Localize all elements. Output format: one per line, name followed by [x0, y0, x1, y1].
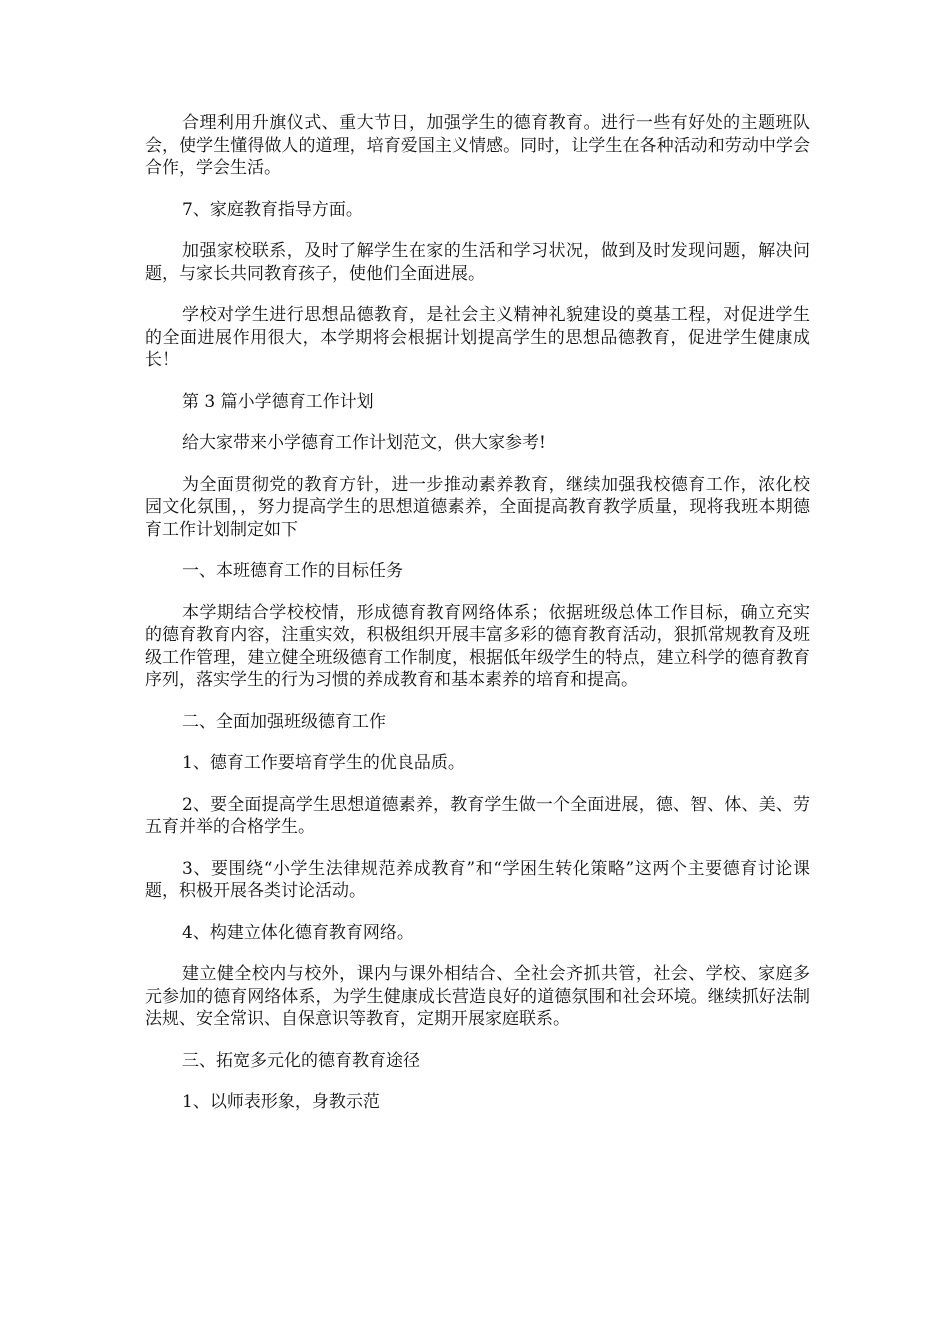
list-item-2: 2、要全面提高学生思想道德素养，教育学生做一个全面进展，德、智、体、美、劳五育并举的合格学生。	[145, 794, 810, 837]
heading-approaches: 三、拓宽多元化的德育教育途径	[182, 1050, 420, 1071]
list-item-teacher-example: 1、以师表形象，身教示范	[182, 1092, 380, 1112]
heading-family-guidance: 7、家庭教育指导方面。	[182, 199, 363, 220]
list-item-4: 4、构建立体化德育教育网络。	[182, 922, 414, 943]
list-item-1: 1、德育工作要培育学生的优良品质。	[182, 753, 465, 773]
paragraph-purpose: 为全面贯彻党的教育方针，进一步推动素养教育，继续加强我校德育工作，浓化校园文化氛围，，努力提高学生的思想道德素养，全面提高教育教学质量，现将我班本期德育工作计划制定如下	[145, 474, 810, 540]
paragraph-activities: 合理利用升旗仪式、重大节日，加强学生的德育教育。进行一些有好处的主题班队会，使学生懂得做人的道理，培育爱国主义情感。同时，让学生在各种活动和劳动中学会合作，学会生活。	[145, 113, 810, 178]
heading-strengthen: 二、全面加强班级德育工作	[182, 711, 386, 732]
list-item-3: 3、要围绕“小学生法律规范养成教育”和“学困生转化策略”这两个主要德育讨论课题，积极开展各类讨论活动。	[145, 858, 810, 901]
paragraph-intro: 给大家带来小学德育工作计划范文，供大家参考!	[182, 433, 546, 453]
section-title-part3: 第 3 篇小学德育工作计划	[182, 391, 374, 412]
paragraph-network: 建立健全校内与校外，课内与课外相结合、全社会齐抓共管，社会、学校、家庭多元参加的德育网络体系，为学生健康成长营造良好的道德氛围和社会环境。继续抓好法制法规、安全常识、自保意识等教育，定期开展家庭联系。	[145, 964, 810, 1029]
paragraph-conclusion: 学校对学生进行思想品德教育，是社会主义精神礼貌建设的奠基工程，对促进学生的全面进展作用很大，本学期将会根据计划提高学生的思想品德教育，促进学生健康成长！	[145, 305, 810, 370]
heading-goals: 一、本班德育工作的目标任务	[182, 561, 403, 581]
paragraph-home-school: 加强家校联系，及时了解学生在家的生活和学习状况，做到及时发现问题，解决问题，与家长共同教育孩子，使他们全面进展。	[145, 241, 810, 284]
document-body	[145, 112, 810, 1133]
paragraph-goals: 本学期结合学校校情，形成德育教育网络体系；依据班级总体工作目标，确立充实的德育教育内容，注重实效，积极组织开展丰富多彩的德育教育活动，狠抓常规教育及班级工作管理，建立健全班级德育工作制度，根据低年级学生的特点，建立科学的德育教育序列，落实学生的行为习惯的养成教育和基本素养的培育和提高。	[145, 602, 810, 690]
